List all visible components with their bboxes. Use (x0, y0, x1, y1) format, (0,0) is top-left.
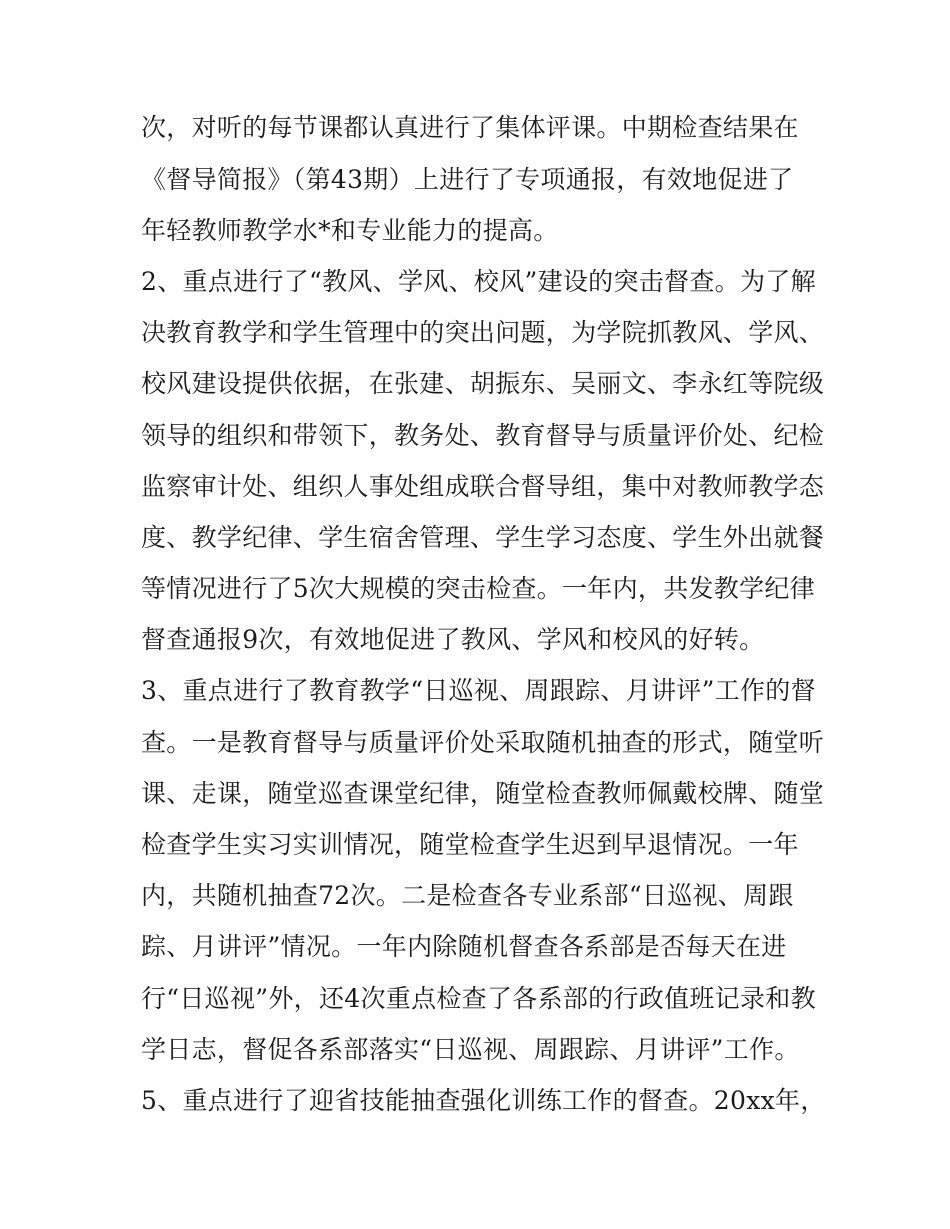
text-line: 《督导简报》（第43期）上进行了专项通报，有效地促进了 (141, 165, 794, 194)
text-line: 校风建设提供依据，在张建、胡振东、吴丽文、李永红等院级 (141, 369, 825, 398)
text-line: 3、重点进行了教育教学“日巡视、周跟踪、月讲评”工作的督 (141, 676, 816, 705)
text-line: 行“日巡视”外，还4次重点检查了各系部的行政值班记录和教 (141, 984, 816, 1013)
text-line: 次，对听的每节课都认真进行了集体评课。中期检查结果在 (141, 113, 799, 142)
text-line: 内，共随机抽查72次。二是检查各专业系部“日巡视、周跟 (141, 881, 794, 910)
text-line: 踪、月讲评”情况。一年内除随机督查各系部是否每天在进 (141, 932, 787, 961)
text-line: 查。一是教育督导与质量评价处采取随机抽查的形式，随堂听 (141, 728, 825, 757)
text-line: 学日志，督促各系部落实“日巡视、周跟踪、月讲评”工作。 (141, 1035, 800, 1064)
text-line: 等情况进行了5次大规模的突击检查。一年内，共发教学纪律 (141, 574, 816, 603)
text-line: 决教育教学和学生管理中的突出问题，为学院抓教风、学风、 (141, 318, 825, 347)
text-line: 年轻教师教学水*和专业能力的提高。 (141, 216, 559, 245)
text-line: 领导的组织和带领下，教务处、教育督导与质量评价处、纪检 (141, 421, 825, 450)
text-line: 度、教学纪律、学生宿舍管理、学生学习态度、学生外出就餐 (141, 523, 825, 552)
text-line: 监察审计处、组织人事处组成联合督导组，集中对教师教学态 (141, 472, 825, 501)
text-line: 检查学生实习实训情况，随堂检查学生迟到早退情况。一年 (141, 830, 799, 859)
text-line: 5、重点进行了迎省技能抽查强化训练工作的督查。20xx年， (141, 1086, 826, 1115)
text-line: 2、重点进行了“教风、学风、校风”建设的突击督查。为了解 (141, 267, 816, 296)
text-line: 课、走课，随堂巡查课堂纪律，随堂检查教师佩戴校牌、随堂 (141, 779, 825, 808)
text-line: 督查通报9次，有效地促进了教风、学风和校风的好转。 (141, 625, 765, 654)
